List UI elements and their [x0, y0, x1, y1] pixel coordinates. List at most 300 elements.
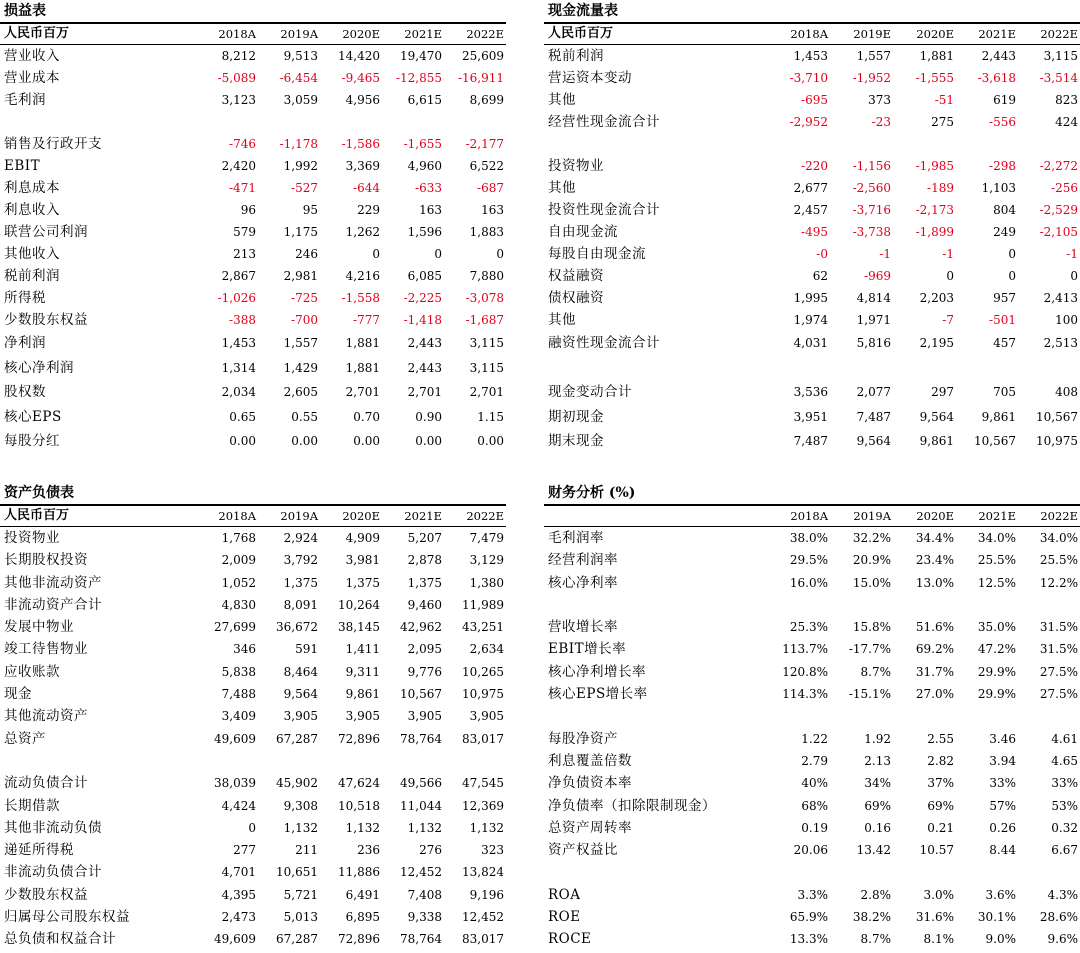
- row-label: 总负债和权益合计: [4, 931, 116, 948]
- cell-value: 4,424: [221, 798, 256, 813]
- cell-value: 9.0%: [985, 932, 1016, 947]
- cell-value: 4,814: [856, 291, 891, 305]
- row-label: 投资性现金流合计: [548, 202, 660, 218]
- table-row: [544, 928, 1080, 950]
- table-row: [544, 429, 1080, 454]
- cell-value: 8.7%: [860, 664, 891, 679]
- cell-value: 1,995: [793, 291, 828, 305]
- spacer-row: [0, 750, 506, 772]
- cell-value: 3.46: [989, 731, 1016, 746]
- row-label: ROA: [548, 886, 581, 903]
- year-header: 2022E: [1040, 27, 1078, 41]
- row-label: 核心净利率: [548, 574, 618, 591]
- cell-value: -1,558: [341, 291, 380, 305]
- table-row: [0, 356, 506, 381]
- cell-value: -9,465: [341, 71, 380, 85]
- cell-value: 1,883: [469, 225, 504, 239]
- row-label: 权益融资: [548, 268, 604, 284]
- cell-value: 2.55: [927, 731, 954, 746]
- table-row: [0, 199, 506, 221]
- row-label: 净利润: [4, 335, 46, 351]
- cell-value: 2,605: [283, 385, 318, 399]
- cell-value: 2,195: [919, 336, 954, 350]
- cell-value: 10,518: [338, 798, 380, 813]
- year-header: 2020E: [916, 27, 954, 41]
- cell-value: 6,085: [407, 269, 442, 283]
- cell-value: 51.6%: [915, 620, 954, 635]
- cell-value: 0: [248, 820, 256, 835]
- cell-value: -777: [353, 313, 380, 327]
- cell-value: 1,262: [345, 225, 380, 239]
- cell-value: -23: [871, 115, 891, 129]
- cell-value: 9,338: [407, 910, 442, 925]
- cell-value: 229: [357, 203, 380, 217]
- year-header: 2019A: [280, 509, 318, 523]
- cell-value: 0: [496, 247, 504, 261]
- table-row: [0, 265, 506, 287]
- cell-value: 69%: [864, 798, 891, 813]
- cell-value: 9,861: [981, 409, 1016, 424]
- cell-value: 3,059: [283, 93, 318, 107]
- cell-value: -256: [1051, 181, 1078, 195]
- row-label: 每股自由现金流: [548, 246, 646, 262]
- cell-value: 1,132: [283, 820, 318, 835]
- cell-value: 1,380: [469, 575, 504, 590]
- cell-value: -1: [1066, 247, 1078, 261]
- cell-value: 0.19: [801, 820, 828, 835]
- cell-value: -969: [864, 269, 891, 283]
- cell-value: 7,487: [856, 409, 891, 424]
- year-header: 2018A: [218, 509, 256, 523]
- table-row: [544, 772, 1080, 794]
- cell-value: 1,375: [345, 575, 380, 590]
- cashflow-rows: [544, 45, 1080, 454]
- cell-value: 2,634: [469, 642, 504, 657]
- row-label: 递延所得税: [4, 842, 74, 859]
- cell-value: 29.9%: [977, 687, 1016, 702]
- balance-rows: [0, 527, 506, 951]
- row-label: EBIT增长率: [548, 641, 627, 658]
- cell-value: 49,566: [400, 776, 442, 791]
- table-row: [0, 45, 506, 67]
- balance-header-row: [0, 504, 506, 527]
- cell-value: 36,672: [276, 620, 318, 635]
- cell-value: 1,557: [856, 49, 891, 63]
- row-label: 流动负债合计: [4, 775, 88, 792]
- cell-value: 113.7%: [782, 642, 828, 657]
- row-label: 少数股东权益: [4, 886, 88, 903]
- cell-value: 13,824: [462, 865, 504, 880]
- cell-value: 25.5%: [1039, 553, 1078, 568]
- cell-value: 1,971: [856, 313, 891, 327]
- cell-value: 8,091: [283, 597, 318, 612]
- cell-value: 33%: [1051, 776, 1078, 791]
- cell-value: 3,905: [407, 709, 442, 724]
- cell-value: -189: [927, 181, 954, 195]
- cell-value: 2,413: [1043, 291, 1078, 305]
- cell-value: -15.1%: [848, 687, 891, 702]
- cell-value: 4,909: [345, 531, 380, 545]
- table-row: [544, 405, 1080, 430]
- cell-value: 114.3%: [782, 687, 828, 702]
- ratios-title: 财务分析 (%): [548, 485, 636, 501]
- cell-value: -16,911: [457, 71, 504, 85]
- balance-unit-label: 人民币百万: [4, 508, 70, 523]
- row-label: 现金变动合计: [548, 384, 632, 400]
- cell-value: 38.0%: [789, 531, 828, 545]
- table-row: [0, 817, 506, 839]
- cell-value: 9,861: [919, 434, 954, 448]
- year-header: 2019A: [853, 509, 891, 523]
- cell-value: 27.0%: [915, 687, 954, 702]
- cell-value: -556: [989, 115, 1016, 129]
- cell-value: 7,479: [469, 531, 504, 545]
- cell-value: 67,287: [276, 932, 318, 947]
- table-row: [0, 177, 506, 199]
- cell-value: 11,044: [400, 798, 442, 813]
- spacer-row: [544, 594, 1080, 616]
- cell-value: 9,308: [283, 798, 318, 813]
- row-label: 其他非流动负债: [4, 819, 102, 836]
- cell-value: 1,375: [407, 575, 442, 590]
- cell-value: -1,586: [341, 137, 380, 151]
- cell-value: 40%: [801, 776, 828, 791]
- row-label: 竣工待售物业: [4, 641, 88, 658]
- table-row: [0, 616, 506, 638]
- row-label: 联营公司利润: [4, 224, 88, 240]
- cell-value: 804: [993, 203, 1016, 217]
- table-row: [0, 594, 506, 616]
- cell-value: 619: [993, 93, 1016, 107]
- cell-value: 0.00: [229, 434, 256, 448]
- cell-value: 62: [812, 269, 828, 283]
- cell-value: 3,951: [793, 409, 828, 424]
- spacer-row: [544, 133, 1080, 155]
- cell-value: 10,264: [338, 597, 380, 612]
- table-row: [0, 527, 506, 549]
- cell-value: -3,710: [789, 71, 828, 85]
- cell-value: 19,470: [400, 49, 442, 63]
- year-header: 2021E: [978, 27, 1016, 41]
- cell-value: 31.7%: [915, 664, 954, 679]
- cell-value: 31.6%: [915, 910, 954, 925]
- table-row: [544, 572, 1080, 594]
- table-row: [544, 243, 1080, 265]
- cell-value: 1,429: [283, 360, 318, 375]
- row-label: 核心净利增长率: [548, 663, 646, 680]
- table-row: [0, 638, 506, 660]
- cell-value: 2.13: [864, 753, 891, 768]
- cell-value: 10,265: [462, 664, 504, 679]
- cell-value: 323: [481, 843, 504, 858]
- cell-value: 1,881: [345, 336, 380, 350]
- cell-value: 28.6%: [1039, 910, 1078, 925]
- cell-value: -2,105: [1039, 225, 1078, 239]
- cell-value: 1,103: [981, 181, 1016, 195]
- cell-value: 2,203: [919, 291, 954, 305]
- cell-value: 2,457: [793, 203, 828, 217]
- cell-value: 249: [993, 225, 1016, 239]
- table-row: [544, 199, 1080, 221]
- cell-value: 69%: [927, 798, 954, 813]
- cell-value: 96: [240, 203, 256, 217]
- income-statement-panel: [0, 0, 506, 454]
- row-label: 现金: [4, 686, 32, 703]
- income-unit-label: 人民币百万: [4, 26, 70, 41]
- cell-value: -2,225: [403, 291, 442, 305]
- cell-value: 0.90: [415, 409, 442, 424]
- cell-value: 6.67: [1051, 843, 1078, 858]
- year-header: 2022E: [466, 509, 504, 523]
- table-row: [0, 928, 506, 950]
- cell-value: 1,132: [407, 820, 442, 835]
- cell-value: -1,156: [852, 159, 891, 173]
- cell-value: 9,311: [345, 664, 380, 679]
- cell-value: 1,175: [283, 225, 318, 239]
- cell-value: 7,488: [221, 687, 256, 702]
- cell-value: -3,716: [852, 203, 891, 217]
- cell-value: 0: [372, 247, 380, 261]
- year-header: 2022E: [466, 27, 504, 41]
- cell-value: 47.2%: [977, 642, 1016, 657]
- table-row: [0, 661, 506, 683]
- cell-value: 2,009: [221, 553, 256, 568]
- cell-value: 38.2%: [852, 910, 891, 925]
- cell-value: 0.00: [415, 434, 442, 448]
- table-row: [544, 683, 1080, 705]
- ratios-header-row: [544, 504, 1080, 527]
- row-label: 股权数: [4, 384, 46, 400]
- row-label: 长期股权投资: [4, 552, 88, 569]
- row-label: 营业收入: [4, 48, 60, 64]
- cell-value: 1,453: [221, 336, 256, 350]
- row-label: 利息覆盖倍数: [548, 752, 632, 769]
- table-row: [544, 177, 1080, 199]
- spacer-row: [544, 705, 1080, 727]
- row-label: 经营性现金流合计: [548, 114, 660, 130]
- row-label: 应收账款: [4, 663, 60, 680]
- table-row: [544, 265, 1080, 287]
- row-label: 投资物业: [548, 158, 604, 174]
- cell-value: 3,115: [469, 336, 504, 350]
- row-label: 利息成本: [4, 180, 60, 196]
- table-row: [0, 728, 506, 750]
- cell-value: 6,895: [345, 910, 380, 925]
- cell-value: 457: [993, 336, 1016, 350]
- cell-value: 373: [868, 93, 891, 107]
- row-label: 税前利润: [548, 48, 604, 64]
- cell-value: 30.1%: [977, 910, 1016, 925]
- table-row: [0, 683, 506, 705]
- cell-value: 38,039: [214, 776, 256, 791]
- cell-value: 0.65: [229, 409, 256, 424]
- row-label: 总资产: [4, 730, 46, 747]
- cell-value: -495: [801, 225, 828, 239]
- cell-value: -388: [229, 313, 256, 327]
- cell-value: 0.32: [1051, 820, 1078, 835]
- income-statement-title: 损益表: [4, 3, 46, 19]
- cell-value: 120.8%: [782, 664, 828, 679]
- cell-value: -687: [477, 181, 504, 195]
- cell-value: 23.4%: [915, 553, 954, 568]
- cell-value: 33%: [989, 776, 1016, 791]
- cell-value: 211: [295, 843, 318, 858]
- cell-value: 10,975: [1036, 434, 1078, 448]
- cell-value: 0: [1070, 269, 1078, 283]
- row-label: EBIT: [4, 158, 41, 174]
- cashflow-unit-label: 人民币百万: [548, 26, 614, 41]
- cell-value: -298: [989, 159, 1016, 173]
- table-row: [0, 133, 506, 155]
- cell-value: 4,701: [221, 865, 256, 880]
- cell-value: 45,902: [276, 776, 318, 791]
- row-label: 核心EPS: [4, 408, 62, 425]
- row-label: 非流动负债合计: [4, 864, 102, 881]
- year-header: 2021E: [404, 509, 442, 523]
- row-label: 每股净资产: [548, 730, 618, 747]
- cell-value: -2,529: [1039, 203, 1078, 217]
- cell-value: 4,956: [345, 93, 380, 107]
- row-label: 每股分红: [4, 433, 60, 449]
- cell-value: 823: [1055, 93, 1078, 107]
- cell-value: -501: [989, 313, 1016, 327]
- cell-value: 4,031: [793, 336, 828, 350]
- cell-value: -746: [229, 137, 256, 151]
- cell-value: -1,899: [915, 225, 954, 239]
- table-row: [0, 380, 506, 405]
- cell-value: 1,596: [407, 225, 442, 239]
- row-label: 毛利润: [4, 92, 46, 108]
- table-row: [544, 750, 1080, 772]
- table-row: [544, 380, 1080, 405]
- cell-value: 12.5%: [977, 575, 1016, 590]
- cell-value: -1,026: [217, 291, 256, 305]
- cell-value: 14,420: [338, 49, 380, 63]
- table-row: [544, 111, 1080, 133]
- cell-value: 4.3%: [1047, 887, 1078, 902]
- row-label: 所得税: [4, 290, 46, 306]
- cell-value: 3,536: [793, 385, 828, 399]
- cell-value: 3,129: [469, 553, 504, 568]
- row-label: 利息收入: [4, 202, 60, 218]
- cell-value: 6,522: [469, 159, 504, 173]
- table-row: [544, 906, 1080, 928]
- row-label: 债权融资: [548, 290, 604, 306]
- cell-value: 9.6%: [1047, 932, 1078, 947]
- cell-value: 5,838: [221, 664, 256, 679]
- ratios-rows: [544, 527, 1080, 951]
- cell-value: 3,409: [221, 709, 256, 724]
- cell-value: -1,952: [852, 71, 891, 85]
- cell-value: 9,513: [283, 49, 318, 63]
- cell-value: 163: [419, 203, 442, 217]
- cell-value: 8.44: [989, 843, 1016, 858]
- row-label: 期末现金: [548, 433, 604, 449]
- year-header: 2020E: [916, 509, 954, 523]
- cell-value: 100: [1055, 313, 1078, 327]
- balance-sheet-panel: [0, 482, 506, 951]
- cell-value: 37%: [927, 776, 954, 791]
- cell-value: 13.3%: [789, 932, 828, 947]
- cell-value: 25,609: [462, 49, 504, 63]
- cell-value: 3.94: [989, 753, 1016, 768]
- cell-value: 1,974: [793, 313, 828, 327]
- cell-value: 57%: [989, 798, 1016, 813]
- cell-value: 7,487: [793, 434, 828, 448]
- cell-value: -700: [291, 313, 318, 327]
- cell-value: 9,776: [407, 664, 442, 679]
- cell-value: 1,881: [345, 360, 380, 375]
- cell-value: 83,017: [462, 731, 504, 746]
- cell-value: 10.57: [919, 843, 954, 858]
- spacer-row: [544, 861, 1080, 883]
- cell-value: 276: [419, 843, 442, 858]
- cell-value: 29.9%: [977, 664, 1016, 679]
- row-label: 长期借款: [4, 797, 60, 814]
- cell-value: 5,013: [283, 910, 318, 925]
- cell-value: 13.0%: [915, 575, 954, 590]
- table-row: [0, 429, 506, 454]
- cell-value: -12,855: [395, 71, 442, 85]
- cell-value: 78,764: [400, 932, 442, 947]
- cell-value: -2,560: [852, 181, 891, 195]
- cell-value: 2,981: [283, 269, 318, 283]
- table-row: [0, 549, 506, 571]
- table-row: [0, 772, 506, 794]
- cell-value: 1.15: [477, 409, 504, 424]
- cell-value: -1,418: [403, 313, 442, 327]
- cell-value: 29.5%: [789, 553, 828, 568]
- row-label: 核心净利润: [4, 359, 74, 376]
- cell-value: 579: [233, 225, 256, 239]
- cell-value: -527: [291, 181, 318, 195]
- cell-value: 275: [931, 115, 954, 129]
- cell-value: 34.0%: [1039, 531, 1078, 545]
- row-label: 净负债率（扣除限制现金）: [548, 797, 716, 814]
- cell-value: 4,395: [221, 887, 256, 902]
- cell-value: 2,095: [407, 642, 442, 657]
- cell-value: 12,452: [462, 910, 504, 925]
- cell-value: 10,567: [400, 687, 442, 702]
- table-row: [0, 884, 506, 906]
- year-header: 2018A: [218, 27, 256, 41]
- year-header: 2022E: [1040, 509, 1078, 523]
- cell-value: 0.00: [353, 434, 380, 448]
- cell-value: 0.55: [291, 409, 318, 424]
- cell-value: -3,738: [852, 225, 891, 239]
- cell-value: 1,557: [283, 336, 318, 350]
- row-label: 税前利润: [4, 268, 60, 284]
- cell-value: 9,564: [919, 409, 954, 424]
- cell-value: 2,034: [221, 385, 256, 399]
- cell-value: 8.7%: [860, 932, 891, 947]
- row-label: 非流动资产合计: [4, 596, 102, 613]
- year-header: 2018A: [790, 509, 828, 523]
- cell-value: 4,216: [345, 269, 380, 283]
- row-label: 营业成本: [4, 70, 60, 86]
- cell-value: 3,905: [345, 709, 380, 724]
- cell-value: 4.65: [1051, 753, 1078, 768]
- cell-value: 277: [233, 843, 256, 858]
- cell-value: 3,981: [345, 553, 380, 568]
- cell-value: -2,272: [1039, 159, 1078, 173]
- row-label: 经营利润率: [548, 552, 618, 569]
- table-row: [544, 45, 1080, 67]
- cashflow-panel: [544, 0, 1080, 454]
- cell-value: 3,792: [283, 553, 318, 568]
- cell-value: 1,132: [345, 820, 380, 835]
- cell-value: 9,564: [283, 687, 318, 702]
